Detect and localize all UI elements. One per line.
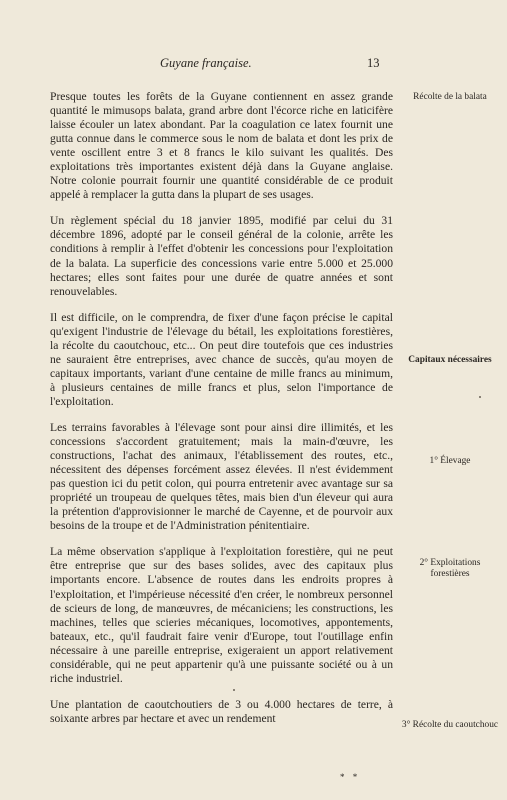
page-number: 13 xyxy=(367,56,380,70)
running-header-title: Guyane française. xyxy=(160,56,252,70)
margin-note-forestieres: 2° Exploitations forestières xyxy=(419,558,481,579)
margin-note-elevage: 1° Élevage xyxy=(429,456,471,466)
margin-note-balata: Récolte de la balata xyxy=(413,92,487,102)
signature-mark: * * xyxy=(340,772,361,782)
paper-speck xyxy=(233,689,235,691)
paragraph-caoutchouc: Une plantation de caoutchoutiers de 3 ou 4.000 hectares de terre, à soixante arbres par hectare et avec un rendement xyxy=(50,697,393,725)
paragraph-balata: Presque toutes les forêts de la Guyane contiennent en assez grande quantité le mimusops balata, grand arbre dont l'écorce riche en laticifère laisse écouler un latex abondant. Par la coagulation ce latex fournit une gutta connue dans le commerce sous le nom de balata et dont les prix de vente oscillent entre 3 et 8 francs le kilo suivant les qualités. Des exploitations très importantes existent déjà dans la Guyane anglaise. Notre colonie pourrait fournir une quantité considérable de ce produit appelé à remplacer la gutta dans la plupart de ses usages. xyxy=(50,90,393,202)
paragraph-elevage: Les terrains favorables à l'élevage sont pour ainsi dire illimités, et les concessions s'accordent gratuitement; mais la main-d'œuvre, les constructions, l'achat des animaux, l'établissement des routes, etc., nécessitent des dépenses forcément assez élevées. Il n'est évidemment pas question ici du petit colon, qui pourra entretenir avec avantage sur sa propriété un troupeau de quelques têtes, mais bien d'un éleveur qui aura la prétention d'approvisionner le marché de Cayenne, et de pourvoir aux besoins de la troupe et de l'Administration pénitentiaire. xyxy=(50,420,393,533)
paragraph-capitaux: Il est difficile, on le comprendra, de fixer d'une façon précise le capital qu'exigent l'industrie de l'élevage du bétail, les exploitations forestières, la récolte du caoutchouc, etc... On peut dire toutefois que ces industries ne sauraient être entreprises, avec chance de succès, qu'au moyen de capitaux importants, variant d'une centaine de mille francs au minimum, à plusieurs centaines de mille francs et plus, selon l'importance de l'exploitation. xyxy=(50,310,393,408)
margin-note-capitaux: Capitaux nécessaires xyxy=(408,355,492,365)
body-text xyxy=(50,90,393,726)
paper-speck xyxy=(479,396,481,398)
paragraph-reglement: Un règlement spécial du 18 janvier 1895, modifié par celui du 31 décembre 1896, adopté par le conseil général de la colonie, arrête les conditions à remplir à l'effet d'obtenir les concessions pour l'exploitation de la balata. La superficie des concessions varie entre 5.000 et 25.000 hectares; elles sont faites pour une durée de quatre années et sont renouvelables. xyxy=(50,214,393,298)
paragraph-exploitation-forestiere: La même observation s'applique à l'exploitation forestière, qui ne peut être entreprise que sur des bases solides, avec des capitaux plus importants encore. L'absence de routes dans les endroits propres à l'exploitation, et l'impérieuse nécessité d'en créer, le nombreux personnel de scieurs de long, de manœuvres, de mécaniciens; les constructions, les machines, telles que scieries mécaniques, locomotives, appontements, bateaux, etc., qu'il faudrait faire venir d'Europe, tout l'outillage enfin nécessaire à une pareille entreprise, exigeraient un apport relativement considérable, qui ne peut appartenir qu'à une puissante société ou à un riche industriel. xyxy=(50,545,393,685)
margin-note-caoutchouc: 3° Récolte du caoutchouc xyxy=(401,720,499,730)
